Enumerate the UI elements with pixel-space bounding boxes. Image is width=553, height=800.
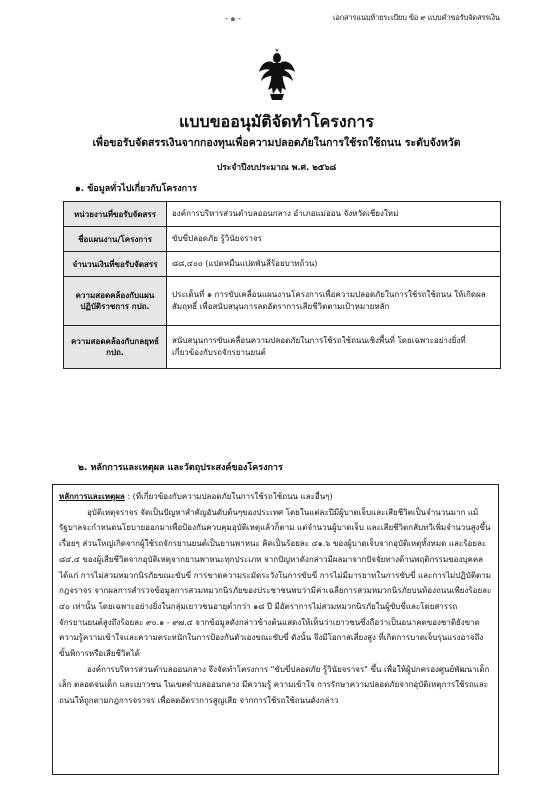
rationale-paragraph-2: องค์การบริหารส่วนตำบลออนกลาง จึงจัดทำโครงการ "ขับขี่ปลอดภัย รู้วินัยจราจร" ขึ้น เพื่อให้ผู้ปกครองศูนย์พัฒนาเด็กเล็ก ตลอดจนเด็ก และเยาวชน ในเขตตำบลออนกลาง มีความรู้ ความเข้าใจ การรักษาความปลอดภัยจากอุบัติเหตุการใช้รถและถนนให้ถูกตามกฎการจราจร เพื่อลดอัตราการสูญเสีย จากการใช้รถใช้ถนนดังกล่าว	[59, 664, 490, 706]
rationale-paragraph-1: อุบัติเหตุจราจร จัดเป็นปัญหาสำคัญอันดับต้นๆของประเทศ โดยในแต่ละปีมีผู้บาดเจ็บและเสียชีวิตเป็นจำนวนมาก แม้รัฐบาลจะกำหนดนโยบายออกมาเพื่อป้องกันควบคุมอุบัติเหตุแล้วก็ตาม แต่จำนวนผู้บาดเจ็บ และเสียชีวิตกลับทวีเพิ่มจำนวนสูงขึ้นเรื่อยๆ ส่วนใหญ่เกิดจากผู้ใช้รถจักรยานยนต์เป็นยานพาหนะ คิดเป็นร้อยละ ๔๑.๖ ของผู้บาดเจ็บจากอุบัติเหตุทั้งหมด และร้อยละ ๘๔.๔ ของผู้เสียชีวิตจากอุบัติเหตุจากยานพาหนะทุกประเภท จากปัญหาดังกล่าวมีผลมาจากปัจจัยทางด้านพฤติกรรมของบุคคล ได้แก่ การไม่สวมหมวกนิรภัยขณะขับขี่ การขาดความระมัดระวังในการขับขี่ การไม่มีมารยาทในการขับขี่ และการไม่ปฏิบัติตามกฎจราจร จากผลการสำรวจข้อมูลการสวมหมวกนิรภัยของประชาชนพบว่ามีค่าเฉลี่ยการสวมหมวกนิรภัยบนท้องถนนเพียงร้อยละ ๔๐ เท่านั้น โดยเฉพาะอย่างยิ่งในกลุ่มเยาวชนอายุต่ำกว่า ๑๘ ปี มีอัตราการไม่สวมหมวกนิรภัยในผู้ขับขี่และโดยสารรถจักรยานยนต์สูงถึงร้อยละ ๙๐.๑ - ๙๗.๔ จากข้อมูลดังกล่าวข้างต้นแสดงให้เห็นว่าเยาวชนซึ่งถือว่าเป็นอนาคตของชาติยังขาดความรู้ความเข้าใจและความตระหนักในการป้องกันตัวเองขณะขับขี่ ดังนั้น จึงมีโอกาสเสี่ยงสูง ที่เกิดการบาดเจ็บรุนแรงอาจถึงขั้นพิการหรือเสียชีวิตได้	[59, 507, 492, 659]
section2-heading: ๒. หลักการและเหตุผล และวัตถุประสงค์ของโครงการ	[78, 463, 283, 473]
rationale-label: หลักการและเหตุผล	[59, 492, 125, 501]
table-row	[64, 252, 501, 277]
general-info-table	[63, 201, 501, 369]
document-reference: เอกสารแนบท้ายระเบียบ ข้อ ๙ แบบคำขอรับจัดสรรเงิน	[333, 13, 500, 22]
table-row	[64, 227, 501, 252]
row-value: ขับขี่ปลอดภัย รู้วินัยจราจร	[167, 227, 501, 252]
table-row	[64, 202, 501, 227]
form-subtitle: เพื่อขอรับจัดสรรเงินจากกองทุนเพื่อความปลอดภัยในการใช้รถใช้ถนน ระดับจังหวัด	[92, 137, 461, 149]
row-value: ๘๘,๔๐๐ (แปดหมื่นแปดพันสี่ร้อยบาทถ้วน)	[167, 252, 501, 277]
row-value: องค์การบริหารส่วนตำบลออนกลาง อำเภอแม่ออน จังหวัดเชียงใหม่	[167, 202, 501, 227]
rationale-note: : (ที่เกี่ยวข้องกับความปลอดภัยในการใช้รถใช้ถนน และอื่นๆ)	[124, 492, 333, 501]
section1-heading: ๑. ข้อมูลทั่วไปเกี่ยวกับโครงการ	[75, 184, 197, 194]
table-row	[64, 277, 501, 326]
row-label: ชื่อแผนงาน/โครงการ	[64, 227, 167, 252]
page-number: - ๑ -	[225, 14, 241, 23]
rationale-lead	[59, 489, 492, 505]
garuda-emblem-icon	[258, 48, 296, 100]
table-row	[64, 326, 501, 369]
row-value: ประเด็นที่ ๑ การขับเคลื่อนแผนงานโครงการเพื่อความปลอดภัยในการใช้รถใช้ถนน ให้เกิดผลสัมฤทธิ์ เพื่อสนับสนุนการลดอัตราการเสียชีวิตตามเป้าหมายหลัก	[167, 277, 501, 326]
row-value: สนับสนุนการขับเคลื่อนความปลอดภัยในการใช้รถใช้ถนนเชิงพื้นที่ โดยเฉพาะอย่างยิ่งที่เกี่ยวข้องกับรถจักรยานยนต์	[167, 326, 501, 369]
row-label: จำนวนเงินที่ขอรับจัดสรร	[64, 252, 167, 277]
rationale-box	[52, 484, 499, 775]
form-title: แบบขออนุมัติจัดทำโครงการ	[179, 112, 374, 131]
row-label: ความสอดคล้องกับกลยุทธ์ กปถ.	[64, 326, 167, 369]
row-label: ความสอดคล้องกับแผนปฏิบัติราชการ กปถ.	[64, 277, 167, 326]
row-label: หน่วยงานที่ขอรับจัดสรร	[64, 202, 167, 227]
fiscal-year: ประจำปีงบประมาณ พ.ศ. ๒๕๖๘	[216, 163, 337, 173]
